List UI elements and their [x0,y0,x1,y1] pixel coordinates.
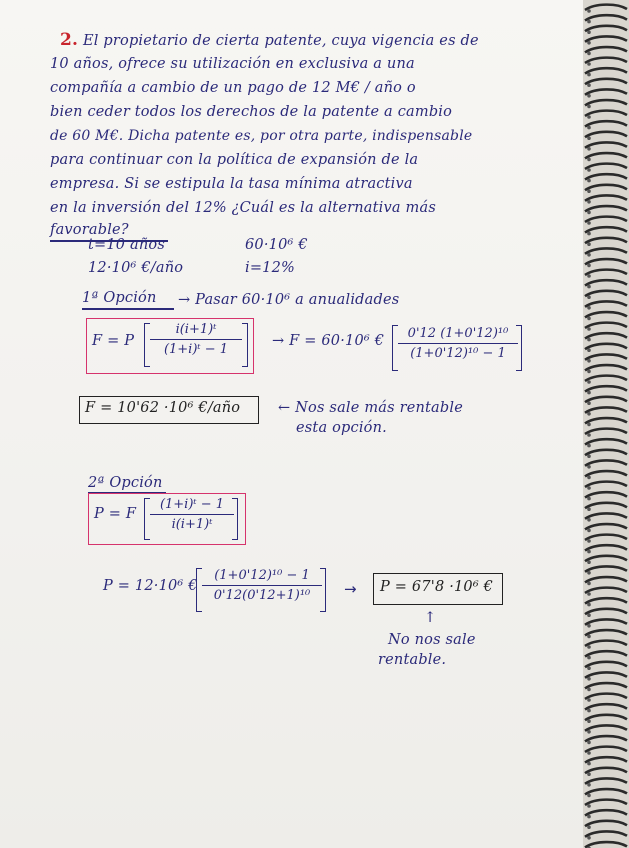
spiral-hole [587,115,591,119]
spiral-ring [585,68,627,73]
option2-result: P = 67'8 ·10⁶ € [380,579,494,595]
spiral-hole [587,105,591,109]
spiral-ring [585,704,627,709]
spiral-hole [587,772,591,776]
spiral-ring [585,217,627,222]
option1-formula-bracket-right [242,323,248,367]
spiral-ring [585,757,627,762]
spiral-ring [585,100,627,105]
spiral-hole [587,370,591,374]
option2-note-2: rentable. [378,652,447,668]
given-a: 12·10⁶ €/año [88,260,184,276]
spiral-ring [585,831,627,836]
spiral-ring [585,280,627,285]
option2-heading: 2ª Opción [88,475,163,491]
spiral-ring [585,153,627,158]
spiral-ring [585,630,627,635]
spiral-rings-graphic [583,0,629,848]
option2-right-arrow: → [344,580,357,598]
spiral-ring [585,26,627,31]
spiral-ring [585,58,627,63]
spiral-hole [587,168,591,172]
spiral-hole [587,476,591,480]
spiral-hole [587,783,591,787]
spiral-hole [587,550,591,554]
spiral-hole [587,825,591,829]
spiral-hole [587,285,591,289]
spiral-hole [587,317,591,321]
spiral-hole [587,62,591,66]
spiral-hole [587,20,591,24]
spiral-hole [587,401,591,405]
given-p: 60·10⁶ € [245,237,308,253]
spiral-hole [587,264,591,268]
spiral-hole [587,189,591,193]
spiral-hole [587,179,591,183]
spiral-ring [585,524,627,529]
problem-line-1: 2. El propietario de cierta patente, cuya vigencia es de [60,30,479,50]
spiral-hole [587,232,591,236]
spiral-hole [587,709,591,713]
spiral-ring [585,651,627,656]
spiral-ring [585,407,627,412]
spiral-hole [587,719,591,723]
option1-note-2: esta opción. [296,420,387,436]
spiral-ring [585,736,627,741]
spiral-ring [585,15,627,20]
spiral-hole [587,582,591,586]
given-i: i=12% [245,260,296,276]
spiral-ring [585,111,627,116]
spiral-ring [585,588,627,593]
spiral-hole [587,677,591,681]
spiral-ring [585,513,627,518]
spiral-hole [587,624,591,628]
spiral-binding [583,0,629,848]
spiral-hole [587,698,591,702]
option2-sub-fraction [202,568,322,603]
spiral-hole [587,688,591,692]
option2-note-1: No nos sale [388,632,476,648]
option2-formula-num: (1+i)ᵗ − 1 [159,497,225,512]
spiral-ring [585,768,627,773]
spiral-ring [585,397,627,402]
option2-formula-fraction [150,497,234,532]
spiral-ring [585,662,627,667]
spiral-hole [587,391,591,395]
spiral-ring [585,672,627,677]
spiral-ring [585,439,627,444]
spiral-ring [585,725,627,730]
spiral-ring [585,556,627,561]
spiral-ring [585,429,627,434]
spiral-ring [585,800,627,805]
option2-up-arrow: ↑ [424,610,437,626]
spiral-hole [587,666,591,670]
spiral-ring [585,344,627,349]
spiral-ring [585,715,627,720]
spiral-hole [587,295,591,299]
option1-desc: → Pasar 60·10⁶ a anualidades [178,292,400,308]
spiral-hole [587,454,591,458]
spiral-ring [585,174,627,179]
spiral-hole [587,327,591,331]
spiral-ring [585,619,627,624]
spiral-hole [587,592,591,596]
spiral-ring [585,460,627,465]
spiral-ring [585,683,627,688]
spiral-hole [587,730,591,734]
option1-sub-lhs: → F = 60·10⁶ € [272,333,385,349]
spiral-hole [587,242,591,246]
problem-line-4: bien ceder todos los derechos de la patente a cambio [50,104,453,120]
spiral-hole [587,136,591,140]
spiral-ring [585,778,627,783]
problem-line-9: favorable? [50,222,129,238]
problem-line-3: compañía a cambio de un pago de 12 M€ / año o [50,80,416,96]
spiral-ring [585,206,627,211]
spiral-ring [585,789,627,794]
spiral-hole [587,423,591,427]
spiral-hole [587,497,591,501]
option1-heading-underline [82,308,174,310]
spiral-ring [585,132,627,137]
spiral-hole [587,41,591,45]
spiral-hole [587,518,591,522]
spiral-ring [585,238,627,243]
option2-formula-lhs: P = F [94,506,137,522]
spiral-hole [587,741,591,745]
problem-number: 2. [60,30,79,50]
spiral-ring [585,248,627,253]
spiral-ring [585,821,627,826]
spiral-ring [585,333,627,338]
spiral-hole [587,338,591,342]
spiral-ring [585,5,627,10]
spiral-hole [587,751,591,755]
option1-formula-fraction [150,322,242,357]
spiral-hole [587,274,591,278]
spiral-ring [585,694,627,699]
option1-note-1: ← Nos sale más rentable [278,400,464,416]
problem-line-7: empresa. Si se estipula la tasa mínima atractiva [50,176,413,192]
spiral-ring [585,89,627,94]
spiral-hole [587,560,591,564]
spiral-ring [585,482,627,487]
spiral-hole [587,30,591,34]
spiral-hole [587,762,591,766]
spiral-ring [585,227,627,232]
spiral-hole [587,794,591,798]
spiral-ring [585,418,627,423]
spiral-hole [587,613,591,617]
spiral-ring [585,312,627,317]
spiral-ring [585,598,627,603]
spiral-hole [587,836,591,840]
spiral-ring [585,259,627,264]
spiral-hole [587,83,591,87]
spiral-ring [585,365,627,370]
spiral-hole [587,433,591,437]
spiral-ring [585,492,627,497]
spiral-ring [585,291,627,296]
problem-line-6: para continuar con la política de expansión de la [50,152,419,168]
spiral-ring [585,386,627,391]
spiral-hole [587,211,591,215]
spiral-ring [585,545,627,550]
spiral-hole [587,73,591,77]
spiral-hole [587,444,591,448]
spiral-hole [587,200,591,204]
spiral-ring [585,323,627,328]
spiral-hole [587,815,591,819]
spiral-ring [585,609,627,614]
option2-sub-den: 0'12(0'12+1)¹⁰ [213,588,311,604]
spiral-hole [587,486,591,490]
spiral-hole [587,412,591,416]
spiral-ring [585,121,627,126]
spiral-ring [585,301,627,306]
spiral-hole [587,539,591,543]
spiral-hole [587,94,591,98]
problem-line-2: 10 años, ofrece su utilización en exclusiva a una [50,56,415,72]
problem-line-8: en la inversión del 12% ¿Cuál es la alternativa más [50,200,436,216]
spiral-ring [585,842,627,847]
spiral-hole [587,253,591,257]
spiral-ring [585,195,627,200]
spiral-hole [587,603,591,607]
spiral-ring [585,747,627,752]
option2-formula-bracket-right [232,498,238,540]
spiral-hole [587,52,591,56]
option2-formula-den: i(i+1)ᵗ [171,517,213,533]
given-t: t=10 años [88,237,165,253]
spiral-hole [587,348,591,352]
spiral-ring [585,270,627,275]
option2-sub-lhs: P = 12·10⁶ € [103,578,198,594]
spiral-ring [585,79,627,84]
spiral-ring [585,450,627,455]
spiral-hole [587,529,591,533]
spiral-ring [585,577,627,582]
spiral-ring [585,641,627,646]
option1-sub-num: 0'12 (1+0'12)¹⁰ [407,326,509,341]
spiral-ring [585,535,627,540]
spiral-ring [585,185,627,190]
spiral-ring [585,810,627,815]
option2-sub-num: (1+0'12)¹⁰ − 1 [214,568,310,583]
spiral-hole [587,126,591,130]
option1-sub-bracket-right [516,325,522,371]
spiral-hole [587,147,591,151]
spiral-ring [585,471,627,476]
spiral-hole [587,571,591,575]
spiral-hole [587,359,591,363]
option1-result: F = 10'62 ·10⁶ €/año [85,400,241,416]
spiral-ring [585,376,627,381]
problem-line-5: de 60 M€. Dicha patente es, por otra parte, indispensable [50,128,473,144]
spiral-hole [587,804,591,808]
spiral-ring [585,142,627,147]
option1-formula-num: i(i+1)ᵗ [175,322,217,337]
spiral-ring [585,36,627,41]
spiral-hole [587,645,591,649]
spiral-ring [585,354,627,359]
option2-sub-bracket-right [320,568,326,612]
spiral-ring [585,47,627,52]
spiral-hole [587,656,591,660]
spiral-hole [587,635,591,639]
option1-heading: 1ª Opción [82,290,157,306]
spiral-hole [587,380,591,384]
spiral-hole [587,158,591,162]
option1-sub-fraction [398,326,518,361]
option1-sub-den: (1+0'12)¹⁰ − 1 [410,346,506,362]
spiral-hole [587,306,591,310]
spiral-hole [587,507,591,511]
option1-formula-den: (1+i)ᵗ − 1 [163,342,229,358]
spiral-ring [585,503,627,508]
option1-formula-lhs: F = P [92,333,135,349]
spiral-hole [587,9,591,13]
spiral-hole [587,465,591,469]
spiral-ring [585,566,627,571]
spiral-hole [587,221,591,225]
spiral-ring [585,164,627,169]
